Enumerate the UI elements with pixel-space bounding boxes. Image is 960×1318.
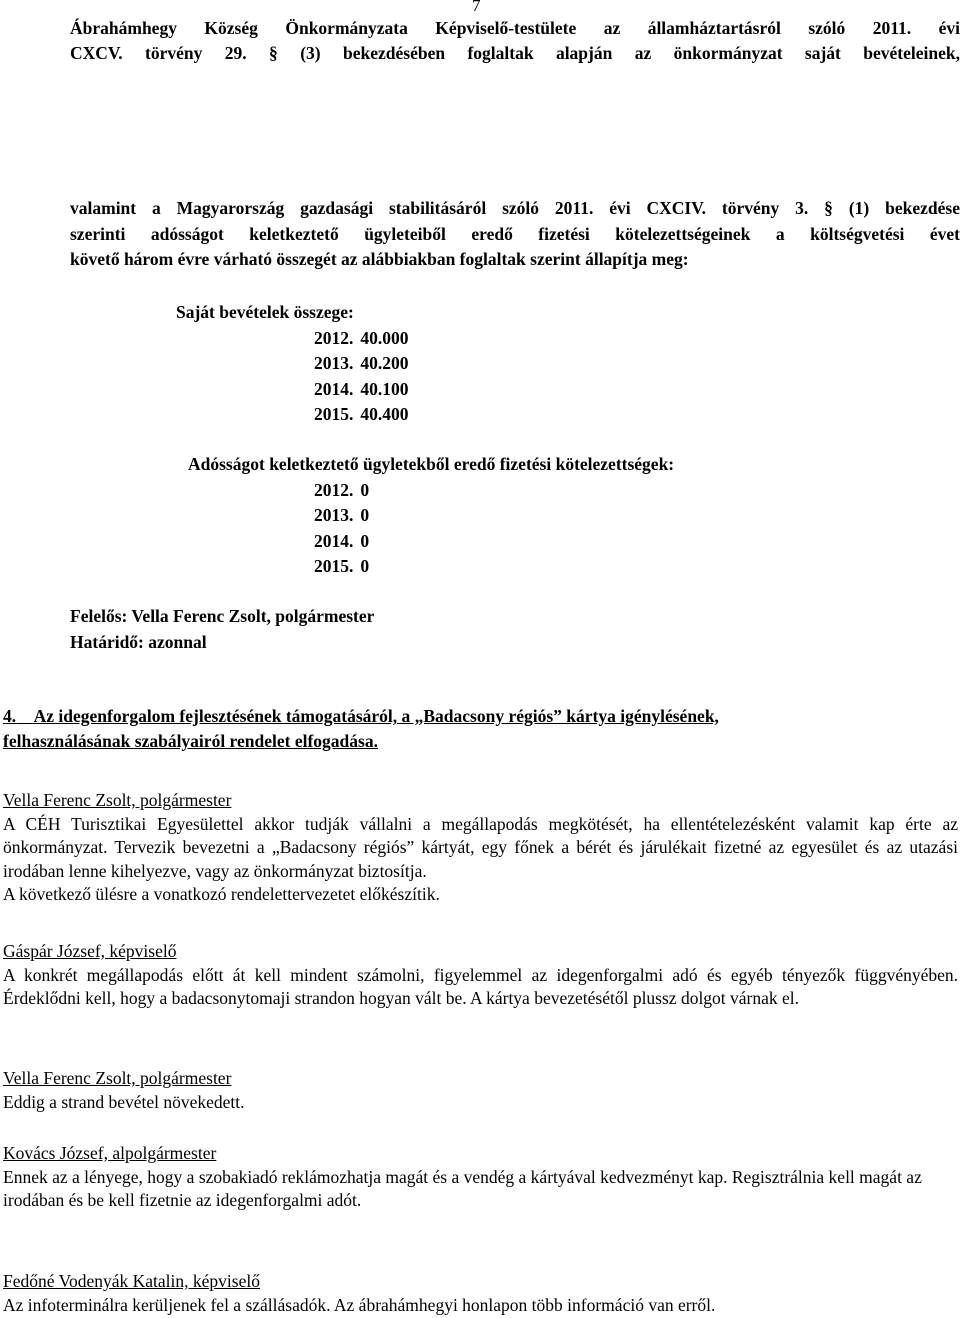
year: 2013.: [314, 353, 354, 373]
page-number: 7: [472, 0, 481, 15]
deadline: Határidő: azonnal: [70, 631, 207, 652]
amount: 0: [360, 556, 370, 576]
responsible-person: Felelős: Vella Ferenc Zsolt, polgármester: [70, 606, 375, 626]
agenda-title-line-2: felhasználásának szabályairól rendelet elfogadása.: [3, 731, 378, 751]
speech-block: [3, 789, 958, 907]
debt-obligations-row: [188, 503, 674, 529]
speaker-name: Fedőné Vodenyák Katalin, képviselő: [3, 1271, 260, 1291]
intro-line-4: szerinti adósságot keletkeztető ügyleteiből eredő fizetési kötelezettségeinek a költségvetési évet: [70, 224, 960, 244]
speech-text: A konkrét megállapodás előtt át kell mindent számolni, figyelemmel az idegenforgalmi adó és egyéb tényezők függvényében. Érdeklődni kell, hogy a badacsonytomaji strandon hogyan vált be. A kártya bevezetésétől plussz dolgot várnak el.: [3, 964, 958, 1008]
intro-line-2: CXCV. törvény 29. § (3) bekezdésében foglaltak alapján az önkormányzat saját bevételeinek,: [70, 43, 960, 63]
amount: 40.400: [360, 404, 409, 424]
debt-obligations-block: [188, 452, 674, 580]
debt-obligations-row: [188, 529, 674, 555]
year: 2013.: [314, 505, 354, 525]
debt-obligations-row: [188, 554, 674, 580]
year: 2015.: [314, 556, 354, 576]
amount: 40.100: [360, 378, 409, 399]
amount: 40.000: [360, 327, 409, 348]
intro-line-3: valamint a Magyarország gazdasági stabilitásáról szóló 2011. évi CXCIV. törvény 3. § (1) bekezdése: [70, 198, 960, 218]
amount: 0: [360, 530, 370, 551]
speech-text: Ennek az a lényege, hogy a szobakiadó reklámozhatja magát és a vendég a kártyával kedvezményt kap. Regisztrálnia kell magát az irodában és be kell fizetnie az idegenforgalmi adót.: [3, 1166, 922, 1210]
agenda-item-title: [3, 704, 958, 754]
speech-block: [3, 1067, 958, 1114]
agenda-title-line-1: [3, 704, 958, 729]
year: 2015.: [314, 404, 354, 424]
year: 2012.: [314, 327, 354, 348]
own-revenue-block: [176, 300, 409, 428]
own-revenue-row: [176, 377, 409, 403]
intro-line-5: követő három évre várható összegét az alábbiakban foglaltak szerint állapítja meg:: [70, 249, 689, 269]
year: 2012.: [314, 479, 354, 500]
amount: 40.200: [360, 353, 409, 373]
speech-text: A következő ülésre a vonatkozó rendelettervezetet előkészítik.: [3, 884, 440, 904]
speech-block: [3, 940, 958, 1011]
speaker-name: Kovács József, alpolgármester: [3, 1143, 217, 1163]
debt-obligations-row: [188, 478, 674, 504]
agenda-title-text: Az idegenforgalom fejlesztésének támogatásáról, a „Badacsony régiós” kártya igénylésének,: [33, 706, 719, 726]
speech-text: A CÉH Turisztikai Egyesülettel akkor tudják vállalni a megállapodás megkötését, ha ellentételezésként valamit kap érte az önkormányzat. Tervezik bevezetni a „Badacsony régiós” kártyát, egy főnek a bérét és járulékait fizetné az egyesület és az utazási irodában lenne kihelyezve, vagy az önkormányzat biztosítja.: [3, 813, 958, 881]
speech-block: [3, 1270, 958, 1317]
amount: 0: [360, 505, 370, 525]
own-revenue-row: [176, 402, 409, 428]
responsible-block: [70, 604, 374, 655]
speech-text: Eddig a strand bevétel növekedett.: [3, 1091, 245, 1112]
amount: 0: [360, 479, 370, 500]
own-revenue-row: [176, 351, 409, 377]
debt-obligations-heading: Adósságot keletkeztető ügyletekből eredő fizetési kötelezettségek:: [188, 454, 675, 474]
speaker-name: Vella Ferenc Zsolt, polgármester: [3, 1068, 232, 1088]
own-revenue-heading: Saját bevételek összege:: [176, 302, 354, 322]
year: 2014.: [314, 530, 354, 551]
speaker-name: Gáspár József, képviselő: [3, 941, 177, 961]
own-revenue-row: [176, 326, 409, 352]
intro-line-1: Ábrahámhegy Község Önkormányzata Képviselő-testülete az államháztartásról szóló 2011. évi: [70, 18, 960, 38]
speaker-name: Vella Ferenc Zsolt, polgármester: [3, 790, 232, 810]
speech-text: Az infoterminálra kerüljenek fel a szállásadók. Az ábrahámhegyi honlapon több információ van erről.: [3, 1294, 716, 1315]
year: 2014.: [314, 378, 354, 399]
speech-block: [3, 1142, 958, 1213]
agenda-number: 4.: [3, 706, 17, 726]
